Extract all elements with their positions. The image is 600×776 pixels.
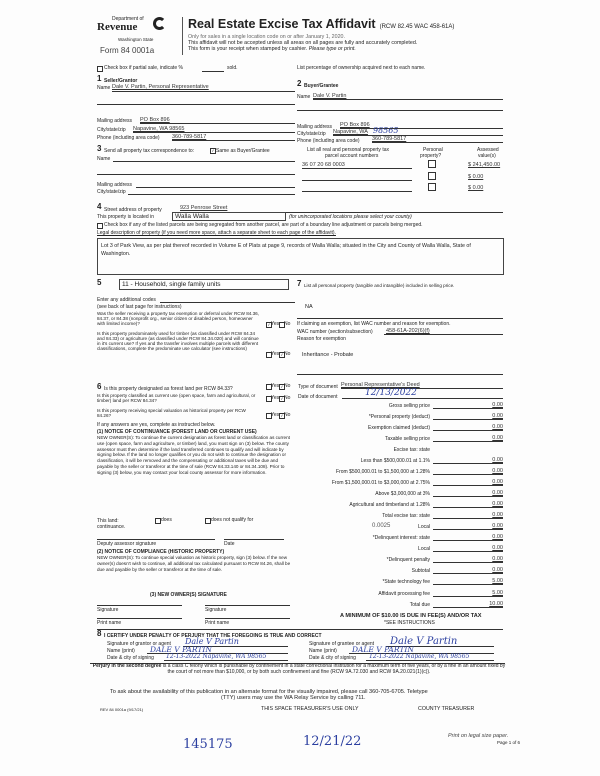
tax-row-line — [433, 540, 503, 541]
label: (for unincorporated locations please select your county) — [289, 214, 412, 220]
label: Phone (including area code) — [97, 135, 160, 141]
land-use-code: 11 - Household, single family units — [122, 281, 221, 288]
label: City/state/zip — [97, 127, 126, 133]
tax-row-label: Local — [418, 546, 430, 552]
tax-row-value[interactable]: 0.00 — [492, 501, 503, 507]
historic-no-checkbox[interactable]: ✓ — [280, 413, 284, 418]
label: No — [284, 395, 291, 401]
notice-1-text: NEW OWNER(S): To continue the current designation as forest land or classification as current use (open space, farm and agriculture, or timber) land, you must sign on (3) below. The county assessor must then determine if the land transferred continues to qualify and will indicate by signing below. If the land no longer qualifies or you do not wish to continue the designation or classification, it will be removed and the compensating or additional taxes will be due and payable by the seller or transferor at the time of sale (RCW 84.33.140 or 84.34.108). Prior to signing (3) below, you may contact your local county assessor for more information. — [97, 435, 290, 475]
corr-city-line[interactable] — [128, 194, 295, 195]
divider — [97, 629, 503, 630]
label: Date & city of signing — [309, 655, 356, 661]
label: Yes — [271, 321, 280, 327]
grantor-date-city[interactable]: 12-13-2022 Napavine, WA 98565 — [166, 653, 267, 660]
label: Yes — [271, 383, 280, 389]
label: Legal description of property (if you need more space, attach a separate sheet to each page of the affidavit). — [97, 230, 336, 236]
personal-header: Personal — [423, 147, 443, 153]
label: (see back of last page for instructions) — [97, 304, 182, 310]
section-number: 5 — [97, 278, 102, 287]
label: Same as Buyer/Grantee — [216, 148, 270, 154]
label: If any answers are yes, complete as instructed below. — [97, 422, 216, 428]
subtitle-1: Only for sales in a single location code on or after January 1, 2020. — [188, 34, 345, 40]
tax-row-line — [433, 529, 503, 530]
buyer-title: Buyer/Grantee — [304, 83, 339, 89]
tax-row-label: Local — [418, 524, 430, 530]
partial-percent-line[interactable] — [202, 71, 224, 72]
label: Yes — [271, 395, 280, 401]
label: City/state/zip — [97, 189, 126, 195]
label: If claiming an exemption, list WAC number and reason for exemption. — [297, 321, 451, 327]
label: Yes — [271, 412, 280, 418]
owner-signature-line[interactable] — [205, 605, 290, 606]
seller-mailing-address[interactable]: PO Box 896 — [140, 117, 170, 123]
corr-name-line[interactable] — [113, 161, 295, 162]
line — [302, 168, 412, 169]
tax-row-line — [433, 463, 503, 464]
buyer-zip-handwritten: 98565 — [373, 126, 399, 135]
tax-row-label: Total excise tax: state — [382, 513, 430, 519]
tax-row-value[interactable]: 0.00 — [492, 457, 503, 463]
assessed-value[interactable]: $ 0.00 — [468, 174, 484, 180]
tax-row-line — [433, 408, 503, 409]
label: Is this property receiving special valuation as historical property per RCW 84.26? — [97, 408, 246, 418]
label: No — [284, 383, 291, 389]
line — [297, 110, 503, 111]
label: Yes — [271, 351, 280, 357]
label: Name — [97, 156, 111, 162]
tax-row-label: Less than $500,000.01 at 1.1% — [360, 458, 430, 464]
perjury-notice: Perjury in the second degree is a class C felony which is punishable by confinement in a state correctional institution for a maximum term of five years, or by a fine in an amount fixed by the court of not more than $10,000, or by both such confinement and fine (RCW 9A.72.030 and RCW 9A.20.021(1)(c)). — [92, 663, 506, 675]
tax-row-line — [433, 551, 503, 552]
parcel-number-3[interactable] — [302, 191, 412, 192]
certify-statement: I CERTIFY UNDER PENALTY OF PERJURY THAT THE FOREGOING IS TRUE AND CORRECT — [104, 633, 322, 639]
grantor-signature[interactable]: Dale V Partin — [185, 637, 239, 646]
tax-row-value[interactable]: 5.00 — [492, 578, 503, 584]
legal-paper-note: Print on legal size paper. — [448, 733, 509, 739]
local-rate: 0.0025 — [372, 523, 391, 529]
page-title: Real Estate Excise Tax Affidavit — [188, 17, 376, 31]
same-as-buyer-checkbox[interactable]: ✓ — [211, 148, 215, 153]
notice-2-title: (2) NOTICE OF COMPLIANCE (HISTORIC PROPERTY) — [97, 549, 225, 555]
grantee-name[interactable]: DALE V PARTIN — [352, 645, 414, 654]
alt-format-notice: To ask about the availability of this publication in an alternate format for the visually impaired, please call 360-705-6705. Teletype — [110, 689, 428, 695]
ownership-note: List percentage of ownership acquired next to each name. — [297, 65, 426, 71]
title-row — [188, 17, 454, 31]
exemption-question: Was the seller receiving a property tax exemption or deferral under RCW 84.36, 84.37, or 84.38 (nonprofit org., senior citizen or disabled person, homeowner with limited income)? — [97, 311, 259, 326]
subtitle-3: This form is your receipt when stamped by cashier. Please type or print. — [188, 46, 356, 52]
seller-phone[interactable]: 360-789-5817 — [172, 134, 207, 140]
buyer-phone[interactable]: 360-789-5817 — [372, 136, 407, 142]
revenue-logo-text: Revenue — [97, 21, 138, 33]
line — [313, 99, 503, 100]
label: Enter any additional codes — [97, 297, 156, 303]
tax-row-line — [433, 485, 503, 486]
label: No — [284, 351, 291, 357]
seller-city[interactable]: Napavine, WA 98565 — [133, 126, 185, 132]
tax-row-label: Agricultural and timberland at 1.28% — [349, 502, 430, 508]
label: does not qualify for — [211, 517, 254, 523]
tax-row-label: Taxable selling price — [384, 436, 430, 442]
owner-signature-line[interactable] — [97, 605, 182, 606]
county-treasurer-label: COUNTY TREASURER — [418, 706, 475, 712]
tax-row-line — [433, 496, 503, 497]
buyer-city[interactable]: Napavine, WA — [333, 129, 368, 135]
notice-3-title: (3) NEW OWNER(S) SIGNATURE — [150, 592, 227, 598]
section-number: 3 — [97, 144, 102, 153]
personal-property-checkbox[interactable] — [428, 172, 436, 180]
tax-row-label: Subtotal — [411, 568, 430, 574]
line — [342, 398, 503, 399]
label: Name (print) — [107, 648, 135, 654]
label: Check box if any of the listed parcels are being segregated from another parcel, are part of a boundary line adjustment or parcels being merged. — [104, 222, 423, 228]
tax-row-line — [433, 507, 503, 508]
tax-row-line — [433, 607, 503, 608]
line — [164, 660, 288, 661]
tax-row-label: Above $3,000,000 at 3% — [375, 491, 430, 497]
label: This land: — [97, 518, 119, 524]
label: Name — [97, 85, 111, 91]
tax-row-label: *State technology fee — [382, 579, 430, 585]
line — [297, 374, 503, 375]
label: Date — [224, 541, 235, 547]
label: Mailing address — [97, 118, 133, 124]
line — [333, 135, 503, 136]
tax-row-value[interactable]: 0.00 — [492, 479, 503, 485]
receipt-number-handwritten: 145175 — [183, 737, 233, 752]
label: Signature of grantor or agent — [107, 641, 171, 647]
tax-row-value[interactable]: 0.00 — [492, 545, 503, 551]
notice-1-title: (1) NOTICE OF CONTINUANCE (FOREST LAND OR CURRENT USE) — [97, 429, 257, 435]
tax-row-value[interactable]: 0.00 — [492, 512, 503, 518]
label: No — [284, 321, 291, 327]
label: Is this property classified as current use (open space, farm and agricultural, or timber) land per RCW 84.34? — [97, 393, 256, 403]
tax-row-label: Excise tax: state — [393, 447, 430, 453]
tax-row-label: Exemption claimed (deduct) — [368, 425, 430, 431]
line — [297, 318, 503, 319]
section-number: 7 — [297, 279, 302, 288]
label: Mailing address — [297, 124, 333, 130]
label: City/state/zip — [297, 131, 326, 137]
tax-row-label: *Delinquent penalty — [386, 557, 430, 563]
label: WAC number (section/subsection) — [297, 329, 373, 335]
form-number: Form 84 0001a — [100, 46, 155, 55]
label: Send all property tax correspondence to: — [104, 148, 195, 154]
tax-row-label: From $500,000.01 to $1,500,000 at 1.28% — [336, 469, 430, 475]
label: This property is located in — [97, 214, 154, 220]
line — [140, 123, 295, 124]
tax-row-value[interactable]: 10.00 — [489, 601, 503, 607]
buyer-name[interactable]: Dale V. Partin — [313, 93, 347, 99]
tax-row-line — [433, 584, 503, 585]
tax-row-value[interactable]: 0.00 — [492, 413, 503, 419]
sold-label: sold. — [227, 65, 238, 71]
tax-row-value[interactable]: 0.00 — [492, 556, 503, 562]
state-label: Washington State — [118, 37, 154, 42]
label: Street address of property — [104, 207, 162, 213]
label: No — [284, 412, 291, 418]
tax-row-label: *Delinquent interest: state — [372, 535, 430, 541]
tax-row-line — [433, 430, 503, 431]
label: does — [161, 517, 172, 523]
label: Is this property designated as forest land per RCW 84.33? — [104, 386, 233, 392]
timber-question: Is this property predominately used for timber (as classified under RCW 84.34 and 84.33) or agriculture (as classified under RCW 84.34.020) and will continue in it's current use? If yes and the transfer involves multiple parcels with different classifications, complete the predominate use calculator (see instructions) — [97, 331, 259, 351]
tax-row-line — [433, 474, 503, 475]
label: Date & city of signing — [107, 655, 154, 661]
label: Signature of grantee or agent — [309, 641, 375, 647]
label: Date of document — [298, 394, 338, 400]
forest-no-checkbox[interactable]: ✓ — [280, 384, 284, 389]
section-number: 6 — [97, 382, 102, 391]
q1-yes-checkbox[interactable]: ✓ — [267, 322, 271, 327]
parcel-header: parcel account numbers — [325, 153, 379, 159]
line — [366, 660, 494, 661]
land-use-code-select[interactable] — [119, 279, 289, 290]
owner-print-line[interactable] — [97, 618, 182, 619]
label: Phone (including area code) — [297, 138, 360, 144]
label: Name (print) — [309, 648, 337, 654]
document-type[interactable]: Personal Representative's Deed — [341, 382, 420, 388]
grantor-name[interactable]: DALE V PARTIN — [150, 645, 212, 654]
tax-row-label: *Personal property (deduct) — [368, 414, 430, 420]
tax-row-line — [433, 562, 503, 563]
corr-mail-line[interactable] — [136, 187, 295, 188]
treasurer-use-label: THIS SPACE TREASURER'S USE ONLY — [261, 706, 359, 712]
line — [133, 132, 295, 133]
label: Mailing address — [97, 182, 133, 188]
county-value: Walla Walla — [175, 213, 209, 220]
personal-property-checkbox[interactable] — [428, 160, 436, 168]
rcw-ref: (RCW 82.45 WAC 458-61A) — [379, 24, 455, 30]
tax-row-value[interactable]: 5.00 — [492, 590, 503, 596]
parcel-header: List all real and personal property tax — [307, 147, 389, 153]
line — [97, 174, 295, 175]
tax-row-value[interactable]: 0.00 — [492, 402, 503, 408]
revision-label: REV 84 0001a (9/17/21) — [100, 707, 144, 712]
q2-no-checkbox[interactable]: ✓ — [280, 352, 284, 357]
tax-row-line — [433, 573, 503, 574]
tax-row-label: Affidavit processing fee — [378, 591, 430, 597]
partial-sale-label: Check box if partial sale, indicate % — [104, 65, 183, 71]
wac-number[interactable]: 458-61A-202(6)(f) — [386, 328, 430, 334]
seller-name[interactable]: Dale V. Partin, Personal Representative — [112, 84, 209, 90]
label: Name — [297, 94, 311, 100]
label: Signature — [97, 607, 119, 613]
alt-format-notice: (TTY) users may use the WA Relay Service by calling 711. — [221, 695, 366, 701]
tax-row-line — [433, 596, 503, 597]
see-instructions: *SEE INSTRUCTIONS — [384, 620, 435, 626]
grantee-date-city[interactable]: 12-13-2022 Napavine, WA 98565 — [369, 653, 470, 660]
deputy-signature-line[interactable] — [97, 539, 215, 540]
page-number: Page 1 of 6 — [497, 740, 521, 745]
line — [172, 140, 295, 141]
notice-2-text: NEW OWNER(S): To continue special valuation as historic property, sign (3) below. If the new owner(s) doesn't wish to continue, all additional tax calculated pursuant to RCW 84.26, shall be due and payable by the seller or transferor at the time of sale. — [97, 555, 291, 572]
legal-description: Lot 3 of Park View, as per plat thereof recorded in Volume E of Plats at page 9, records of Walla Walla; situated in the City and County of Walla Walla, State of Washington. — [101, 243, 471, 257]
county-select[interactable] — [172, 212, 286, 221]
section-number: 8 — [97, 629, 102, 638]
section-number: 2 — [297, 79, 302, 88]
legal-description-field[interactable] — [97, 238, 504, 275]
tax-row-line — [433, 518, 503, 519]
partial-sale-checkbox[interactable] — [97, 66, 103, 72]
line — [97, 104, 295, 105]
assessed-header: Assessed — [477, 147, 499, 153]
tax-row-value[interactable]: 0.00 — [492, 468, 503, 474]
minimum-due-notice: A MINIMUM OF $10.00 IS DUE IN FEE(S) AND/OR TAX — [340, 613, 482, 619]
tax-row-value[interactable]: 0.00 — [492, 435, 503, 441]
dor-logo-icon — [153, 17, 166, 30]
parcel-number[interactable]: 36 07 20 68 0003 — [302, 162, 345, 168]
property-street[interactable]: 923 Penrose Street — [180, 205, 228, 211]
parcel-number-2[interactable] — [302, 180, 412, 181]
receipt-date-handwritten: 12/21/22 — [303, 734, 362, 749]
personal-property-value[interactable]: NA — [305, 304, 313, 310]
tax-row-line — [433, 441, 503, 442]
subtitle-2: This affidavit will not be accepted unless all areas on all pages are fully and accurately completed. — [188, 40, 418, 46]
tax-row-line — [433, 419, 503, 420]
grantee-signature[interactable]: Dale V Partin — [390, 636, 458, 647]
label: Type of document — [298, 384, 338, 390]
label: Signature — [205, 607, 227, 613]
dept-label: Department of — [112, 16, 144, 22]
seller-title: Seller/Grantor — [104, 78, 138, 84]
tax-row-value[interactable]: 0.00 — [492, 424, 503, 430]
label: Print name — [97, 620, 122, 626]
tax-row-label: From $1,500,000.01 to $3,000,000 at 2.75% — [331, 480, 430, 486]
deputy-date-line[interactable] — [224, 539, 284, 540]
tax-row-label: Gross selling price — [388, 403, 430, 409]
additional-codes-line[interactable] — [160, 302, 295, 303]
tax-row-value[interactable]: 0.00 — [492, 490, 503, 496]
label: Print name — [205, 620, 230, 626]
section-number: 4 — [97, 202, 102, 211]
personal-property-checkbox[interactable] — [428, 183, 436, 191]
line — [372, 142, 503, 143]
label: Deputy assessor signature — [97, 541, 157, 547]
tax-row-value[interactable]: 0.00 — [492, 567, 503, 573]
tax-row-value[interactable]: 0.00 — [492, 523, 503, 529]
section-number: 1 — [97, 74, 102, 83]
tax-row-label: Total due — [409, 602, 430, 608]
label: continuance. — [97, 524, 126, 530]
document-date[interactable]: 12/13/2022 — [365, 388, 417, 398]
tax-row-value[interactable]: 0.00 — [492, 534, 503, 540]
segregated-checkbox[interactable] — [97, 223, 103, 229]
label: List all personal property (tangible and intangible) included in selling price. — [304, 283, 455, 288]
line — [384, 334, 503, 335]
personal-header: property? — [420, 153, 442, 159]
buyer-mailing-address[interactable]: PO Box 896 — [340, 122, 370, 128]
header-divider — [182, 17, 183, 55]
assessed-value[interactable]: $ 241,450.00 — [468, 162, 501, 168]
assessed-value[interactable]: $ 0.00 — [468, 185, 484, 191]
current-use-no-checkbox[interactable]: ✓ — [280, 396, 284, 401]
exemption-reason[interactable]: Inheritance - Probate — [302, 352, 354, 358]
owner-print-line[interactable] — [205, 618, 290, 619]
assessed-header: value(s) — [478, 153, 496, 159]
line — [112, 91, 295, 92]
label: Reason for exemption — [297, 336, 346, 342]
